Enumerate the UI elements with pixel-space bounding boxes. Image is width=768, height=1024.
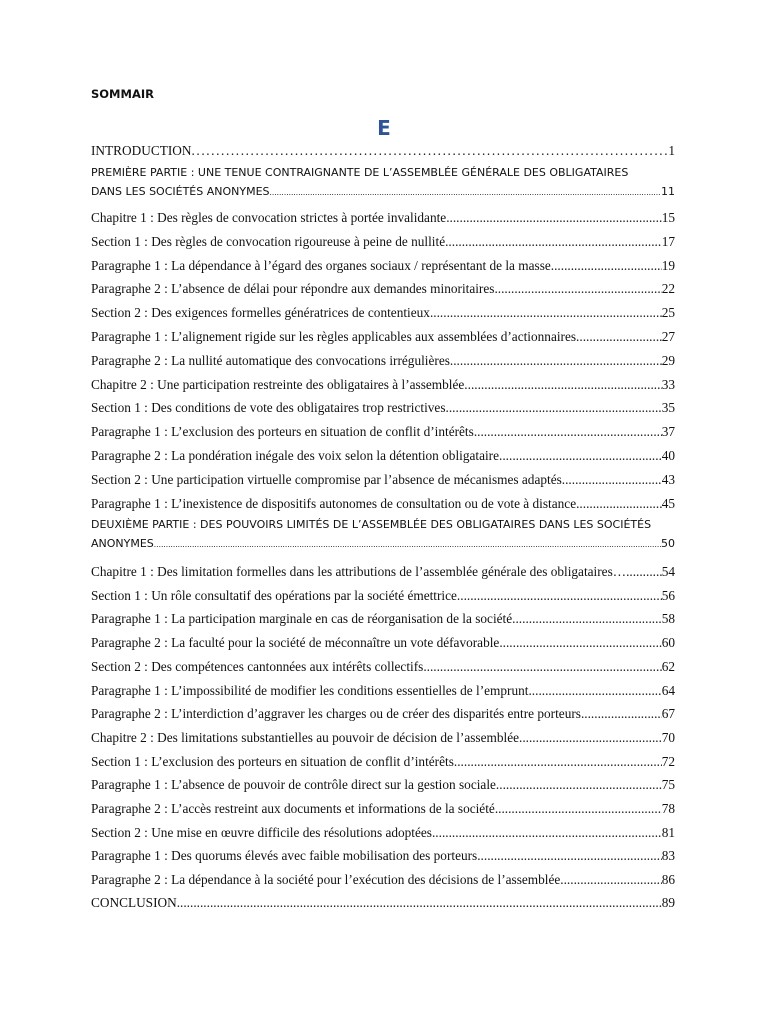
toc-entry-page: 56 xyxy=(661,587,675,603)
toc-entry-part1[interactable] xyxy=(91,166,675,179)
toc-leader xyxy=(445,234,662,250)
toc-entry-label: Section 2 : Des compétences cantonnées aux intérêts collectifs xyxy=(91,658,424,674)
toc-entry[interactable] xyxy=(91,564,675,580)
toc-entry-label: Paragraphe 1 : L’exclusion des porteurs en situation de conflit d’intérêts xyxy=(91,424,474,440)
toc-leader xyxy=(499,448,662,464)
toc-entry[interactable] xyxy=(91,848,675,864)
toc-entry-label: Paragraphe 2 : La nullité automatique des convocations irrégulières xyxy=(91,352,450,368)
toc-part-label: PREMIÈRE PARTIE : UNE TENUE CONTRAIGNANTE DE L’ASSEMBLÉE GÉNÉRALE DES OBLIGATAIRES xyxy=(91,166,629,179)
toc-leader xyxy=(450,353,662,369)
toc-entry[interactable] xyxy=(91,258,675,274)
toc-entry-page: 75 xyxy=(661,777,675,793)
toc-entry-label: Paragraphe 1 : La participation marginale en cas de réorganisation de la société xyxy=(91,611,513,627)
toc-entry-page: 62 xyxy=(661,658,675,674)
toc-leader xyxy=(626,564,662,580)
toc-entry-label: CONCLUSION xyxy=(91,895,177,910)
toc-entry-introduction[interactable] xyxy=(91,143,675,159)
toc-entry-page: 58 xyxy=(661,611,675,627)
toc-entry-page: 81 xyxy=(661,824,675,840)
toc-entry-label: Section 1 : Des règles de convocation rigoureuse à peine de nullité xyxy=(91,233,446,249)
toc-leader xyxy=(576,496,662,512)
toc-heading-tail: E xyxy=(377,116,391,140)
toc-entry-page: 15 xyxy=(661,210,675,225)
toc-leader xyxy=(464,377,661,393)
toc-entry-page: 37 xyxy=(661,424,675,440)
toc-entry-page: 33 xyxy=(661,376,675,392)
toc-entry[interactable] xyxy=(91,730,675,746)
toc-entry-conclusion[interactable] xyxy=(91,895,675,911)
toc-leader xyxy=(519,730,662,746)
toc-part-label-cont: ANONYMES xyxy=(91,537,154,550)
toc-entry-page: 89 xyxy=(661,895,675,910)
toc-entry-label: Section 2 : Des exigences formelles génératrices de contentieux xyxy=(91,305,430,321)
toc-entry-page: 11 xyxy=(661,185,675,198)
toc-entry[interactable] xyxy=(91,659,675,675)
toc-entry-page: 72 xyxy=(661,753,675,769)
toc-entry[interactable] xyxy=(91,611,675,627)
toc-leader xyxy=(528,683,661,699)
toc-entry-label: Paragraphe 2 : L’absence de délai pour répondre aux demandes minoritaires xyxy=(91,281,495,297)
toc-entry[interactable] xyxy=(91,210,675,226)
toc-entry[interactable] xyxy=(91,353,675,369)
toc-entry[interactable] xyxy=(91,588,675,604)
toc-entry-label: Chapitre 2 : Une participation restreinte des obligataires à l’assemblée xyxy=(91,376,465,392)
toc-leader xyxy=(423,659,661,675)
toc-entry-label: Paragraphe 1 : La dépendance à l’égard des organes sociaux / représentant de la masse xyxy=(91,257,551,273)
toc-leader xyxy=(576,329,662,345)
toc-leader xyxy=(430,305,662,321)
toc-entry-page: 50 xyxy=(661,537,675,550)
toc-entry-page: 54 xyxy=(661,564,675,579)
toc-entry-page: 45 xyxy=(661,495,675,511)
toc-part-label-cont: DANS LES SOCIÉTÉS ANONYMES xyxy=(91,185,270,198)
toc-leader xyxy=(446,210,662,226)
toc-leader xyxy=(454,754,662,770)
toc-entry-label: Paragraphe 1 : Des quorums élevés avec faible mobilisation des porteurs xyxy=(91,848,478,864)
toc-entry[interactable] xyxy=(91,400,675,416)
toc-entry-page: 67 xyxy=(661,706,675,722)
toc-leader xyxy=(154,537,661,550)
toc-entry-part2-cont[interactable] xyxy=(91,537,675,550)
toc-entry-label: Paragraphe 2 : La faculté pour la société de méconnaître un vote défavorable xyxy=(91,635,500,651)
toc-entry-label: INTRODUCTION xyxy=(91,143,192,158)
toc-entry-part1-cont[interactable] xyxy=(91,185,675,198)
toc-entry-page: 70 xyxy=(661,729,675,745)
toc-entry-page: 86 xyxy=(661,872,675,888)
toc-entry-page: 19 xyxy=(661,257,675,273)
toc-leader xyxy=(562,472,662,488)
toc-leader xyxy=(512,611,662,627)
toc-leader xyxy=(496,777,662,793)
toc-part-label: DEUXIÈME PARTIE : DES POUVOIRS LIMITÉS DE L’ASSEMBLÉE DES OBLIGATAIRES DANS LES SOCIÉTÉS xyxy=(91,518,652,531)
toc-entry-label: Section 1 : Un rôle consultatif des opérations par la société émettrice xyxy=(91,587,457,603)
toc-entry[interactable] xyxy=(91,635,675,651)
toc-entry-page: 64 xyxy=(661,682,675,698)
toc-entry-label: Paragraphe 1 : L’impossibilité de modifier les conditions essentielles de l’emprunt xyxy=(91,682,529,698)
toc-entry-label: Chapitre 2 : Des limitations substantielles au pouvoir de décision de l’assemblée xyxy=(91,729,519,745)
toc-entry[interactable] xyxy=(91,377,675,393)
toc-entry-label: Paragraphe 2 : L’interdiction d’aggraver les charges ou de créer des disparités entre porteurs xyxy=(91,706,581,722)
toc-leader xyxy=(432,825,662,841)
toc-leader xyxy=(191,143,668,159)
toc-entry-page: 60 xyxy=(661,635,675,651)
toc-entry-page: 29 xyxy=(661,352,675,368)
toc-entry[interactable] xyxy=(91,872,675,888)
toc-leader xyxy=(177,895,662,911)
toc-entry-label: Paragraphe 1 : L’alignement rigide sur les règles applicables aux assemblées d’actionnaires xyxy=(91,329,577,344)
toc-entry[interactable] xyxy=(91,496,675,512)
toc-entry-label: Paragraphe 2 : La dépendance à la société pour l’exécution des décisions de l’assemblée xyxy=(91,872,561,888)
toc-entry-label: Section 2 : Une mise en œuvre difficile des résolutions adoptées xyxy=(91,824,432,840)
toc-entry-page: 43 xyxy=(661,471,675,487)
toc-entry[interactable] xyxy=(91,801,675,817)
toc-entry-part2[interactable] xyxy=(91,518,675,531)
toc-entry-label: Chapitre 1 : Des règles de convocation strictes à portée invalidante xyxy=(91,210,447,225)
toc-leader xyxy=(551,258,662,274)
toc-entry-page: 1 xyxy=(668,143,675,158)
toc-entry-page: 22 xyxy=(661,281,675,297)
toc-entry[interactable] xyxy=(91,472,675,488)
toc-leader xyxy=(446,400,662,416)
toc-entry-page: 35 xyxy=(661,400,675,416)
toc-entry-label: Chapitre 1 : Des limitation formelles dans les attributions de l’assemblée générale des obligataires… xyxy=(91,564,627,579)
toc-leader xyxy=(495,801,662,817)
toc-entry[interactable] xyxy=(91,234,675,250)
toc-leader xyxy=(477,848,661,864)
toc-leader xyxy=(270,185,661,198)
toc-entry-page: 25 xyxy=(661,305,675,321)
toc-leader xyxy=(581,706,662,722)
toc-entry-label: Paragraphe 1 : L’absence de pouvoir de contrôle direct sur la gestion sociale xyxy=(91,777,496,793)
toc-entry[interactable] xyxy=(91,754,675,770)
toc-entry[interactable] xyxy=(91,825,675,841)
toc-entry-page: 17 xyxy=(661,233,675,249)
toc-entry-label: Section 1 : L’exclusion des porteurs en situation de conflit d’intérêts xyxy=(91,753,454,769)
toc-entry[interactable] xyxy=(91,424,675,440)
toc-leader xyxy=(457,588,662,604)
toc-leader xyxy=(560,872,661,888)
toc-entry-page: 40 xyxy=(661,448,675,463)
toc-entry[interactable] xyxy=(91,329,675,345)
toc-entry-label: Section 2 : Une participation virtuelle compromise par l’absence de mécanismes adaptés xyxy=(91,471,562,487)
toc-entry-label: Paragraphe 2 : La pondération inégale des voix selon la détention obligataire xyxy=(91,448,500,463)
toc-entry[interactable] xyxy=(91,706,675,722)
toc-leader xyxy=(499,635,661,651)
toc-entry[interactable] xyxy=(91,777,675,793)
toc-entry[interactable] xyxy=(91,448,675,464)
toc-entry[interactable] xyxy=(91,305,675,321)
toc-entry-label: Paragraphe 1 : L’inexistence de dispositifs autonomes de consultation ou de vote à distance xyxy=(91,495,577,511)
toc-entry-label: Paragraphe 2 : L’accès restreint aux documents et informations de la société xyxy=(91,801,495,816)
toc-entry[interactable] xyxy=(91,281,675,297)
toc-heading: SOMMAIR xyxy=(91,87,154,101)
toc-entry-page: 83 xyxy=(661,848,675,864)
toc-entry-page: 78 xyxy=(661,801,675,816)
toc-entry-page: 27 xyxy=(661,329,675,344)
toc-entry[interactable] xyxy=(91,683,675,699)
toc-entry-label: Section 1 : Des conditions de vote des obligataires trop restrictives xyxy=(91,400,446,416)
toc-leader xyxy=(474,424,662,440)
toc-leader xyxy=(494,281,661,297)
